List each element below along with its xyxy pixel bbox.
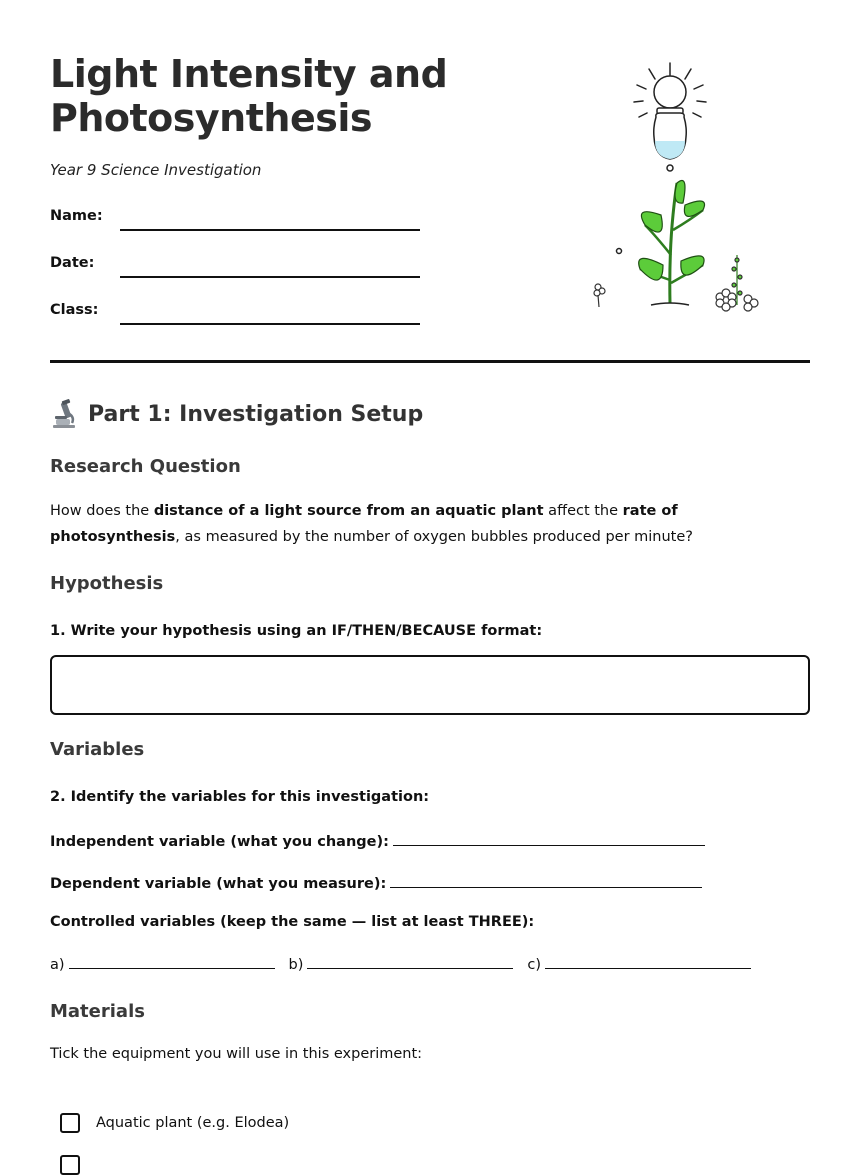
- dependent-variable-field[interactable]: [390, 873, 702, 888]
- dependent-variable-row: [50, 873, 702, 892]
- controlled-label-c: c): [527, 957, 542, 973]
- plant-icon: [639, 181, 705, 306]
- controlled-variables-row: [50, 914, 534, 930]
- controlled-variable-b: [289, 954, 514, 973]
- microscope-icon: [50, 399, 78, 429]
- header-divider: [50, 360, 810, 363]
- variables-heading: Variables: [50, 739, 145, 760]
- title-line-1: Light Intensity and: [50, 52, 448, 96]
- materials-heading: Materials: [50, 1001, 145, 1022]
- rq-text-1: How does the: [50, 503, 154, 519]
- independent-variable-row: [50, 831, 705, 850]
- name-field[interactable]: [120, 229, 420, 231]
- research-question-text: [50, 498, 790, 550]
- materials-item-label: Aquatic plant (e.g. Elodea): [96, 1115, 290, 1131]
- hypothesis-answer-box[interactable]: [50, 655, 810, 715]
- date-label: Date:: [50, 255, 95, 271]
- rq-bold-1: distance of a light source from an aquatic plant: [153, 503, 544, 519]
- materials-checkbox[interactable]: [60, 1113, 80, 1133]
- rq-text-3: , as measured by the number of oxygen bubbles produced per minute?: [175, 529, 693, 545]
- rq-text-2: affect the: [543, 503, 623, 519]
- class-field[interactable]: [120, 323, 420, 325]
- variables-prompt: 2. Identify the variables for this investigation:: [50, 789, 430, 805]
- materials-instruction: Tick the equipment you will use in this experiment:: [50, 1046, 423, 1062]
- lightbulb-plant-illustration: [585, 55, 765, 315]
- title-line-2: Photosynthesis: [50, 96, 372, 140]
- name-label: Name:: [50, 208, 103, 224]
- part1-title: Part 1: Investigation Setup: [88, 401, 424, 427]
- controlled-label-b: b): [288, 957, 304, 973]
- controlled-field-a[interactable]: [69, 954, 275, 969]
- hypothesis-heading: Hypothesis: [50, 573, 164, 594]
- materials-checkbox-partial[interactable]: [60, 1155, 80, 1175]
- materials-item[interactable]: [60, 1113, 289, 1133]
- page-subtitle: Year 9 Science Investigation: [50, 161, 262, 179]
- controlled-variable-c: [527, 954, 751, 973]
- dependent-variable-label: Dependent variable (what you measure):: [50, 876, 387, 892]
- research-question-heading: Research Question: [50, 456, 241, 477]
- controlled-field-c[interactable]: [545, 954, 751, 969]
- independent-variable-field[interactable]: [393, 831, 705, 846]
- controlled-variables-fields: [50, 954, 765, 973]
- rq-bold-2: rate of photosynthesis: [50, 503, 678, 545]
- page-title: [50, 52, 447, 140]
- date-field[interactable]: [120, 276, 420, 278]
- hypothesis-prompt: 1. Write your hypothesis using an IF/THEN/BECAUSE format:: [50, 623, 543, 639]
- independent-variable-label: Independent variable (what you change):: [50, 834, 389, 850]
- materials-item-partial[interactable]: [60, 1155, 96, 1175]
- class-label: Class:: [50, 302, 99, 318]
- controlled-label-a: a): [50, 957, 65, 973]
- part1-heading: [50, 399, 423, 429]
- controlled-variables-label: Controlled variables (keep the same — list at least THREE):: [50, 914, 535, 930]
- controlled-variable-a: [50, 954, 275, 973]
- controlled-field-b[interactable]: [307, 954, 513, 969]
